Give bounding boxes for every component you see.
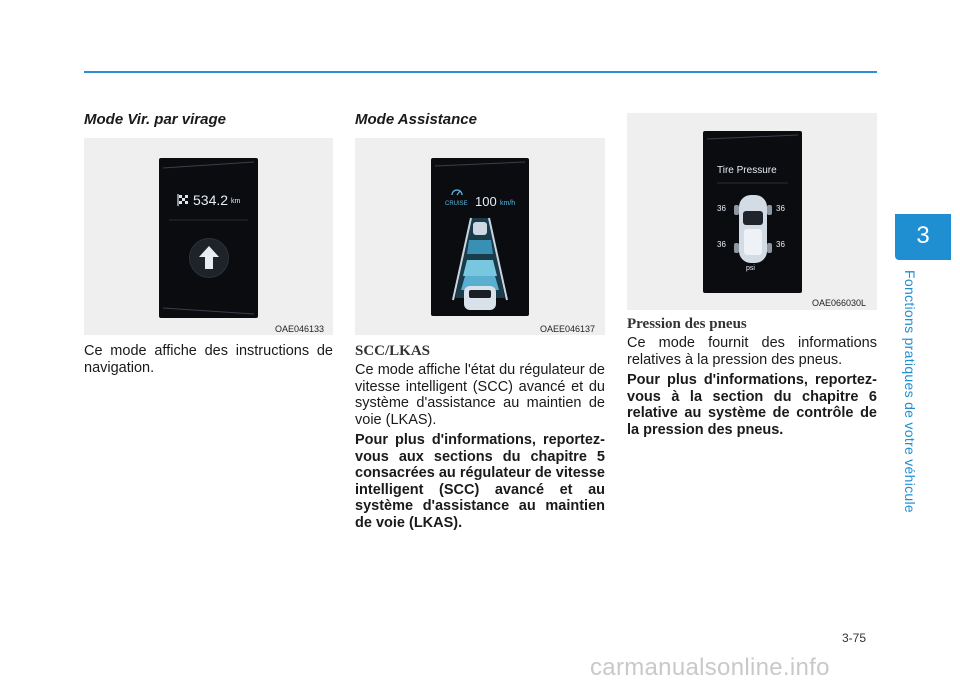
figure-code: OAE066030L: [812, 298, 867, 308]
cluster-screen-tire-pressure: [703, 131, 802, 293]
header-rule: [84, 71, 877, 73]
chapter-tab: [895, 214, 951, 260]
watermark: carmanualsonline.info: [590, 654, 830, 681]
paragraph-tire-pressure-reference: Pour plus d'informations, reportez-vous à la section du chapitre 6 relative au système de contrôle de la pression des pneus.: [627, 372, 877, 438]
page-number: 3-75: [842, 631, 867, 645]
tire-front-right: 36: [776, 204, 785, 213]
heading-turn-by-turn: Mode Vir. par virage: [84, 111, 226, 128]
cluster-screen-assistance: [431, 158, 529, 316]
subheading-tire-pressure: Pression des pneus: [627, 316, 747, 332]
figure-tire-pressure: [627, 113, 877, 310]
chapter-title: Fonctions pratiques de votre véhicule: [902, 270, 918, 514]
paragraph-scc-lkas: Ce mode affiche l'état du régulateur de vitesse intelligent (SCC) avancé et du système d'assistance au maintien de voie (LKAS).: [355, 362, 605, 428]
paragraph-tire-pressure: Ce mode fournit des informations relatives à la pression des pneus.: [627, 335, 877, 368]
direction-disc: [189, 238, 229, 278]
chapter-number: 3: [916, 222, 930, 249]
cruise-label: CRUISE: [445, 201, 468, 207]
subheading-scc-lkas: SCC/LKAS: [355, 343, 431, 359]
figure-assistance: [355, 138, 605, 335]
tire-pressure-unit: psi: [746, 265, 755, 272]
lane-graphic: [431, 158, 529, 316]
nav-distance-unit: km: [231, 198, 241, 205]
nav-distance: 534.2: [193, 192, 229, 208]
cluster-screen-navigation: [159, 158, 258, 318]
figure-code: OAEE046137: [540, 324, 596, 334]
checkered-flag-icon: [177, 194, 189, 206]
set-speed: 100: [475, 194, 497, 209]
set-speed-unit: km/h: [500, 200, 516, 207]
chapter-title-vertical: [900, 270, 922, 514]
tire-rear-left: 36: [717, 240, 726, 249]
straight-arrow-icon: [190, 239, 228, 277]
figure-code: OAE046133: [275, 324, 325, 334]
heading-assistance: Mode Assistance: [355, 111, 477, 128]
cruise-gauge-icon: [451, 186, 463, 196]
paragraph-scc-lkas-reference: Pour plus d'informations, reportez-vous aux sections du chapitre 5 consacrées au régulateur de vitesse intelligent (SCC) avancé et au système d'assistance au maintien de voie (LKAS).: [355, 432, 605, 531]
tire-rear-right: 36: [776, 240, 785, 249]
paragraph-turn-by-turn: Ce mode affiche des instructions de navigation.: [84, 343, 333, 376]
figure-turn-by-turn: [84, 138, 333, 335]
tire-pressure-title: Tire Pressure: [717, 165, 777, 176]
tire-front-left: 36: [717, 204, 726, 213]
